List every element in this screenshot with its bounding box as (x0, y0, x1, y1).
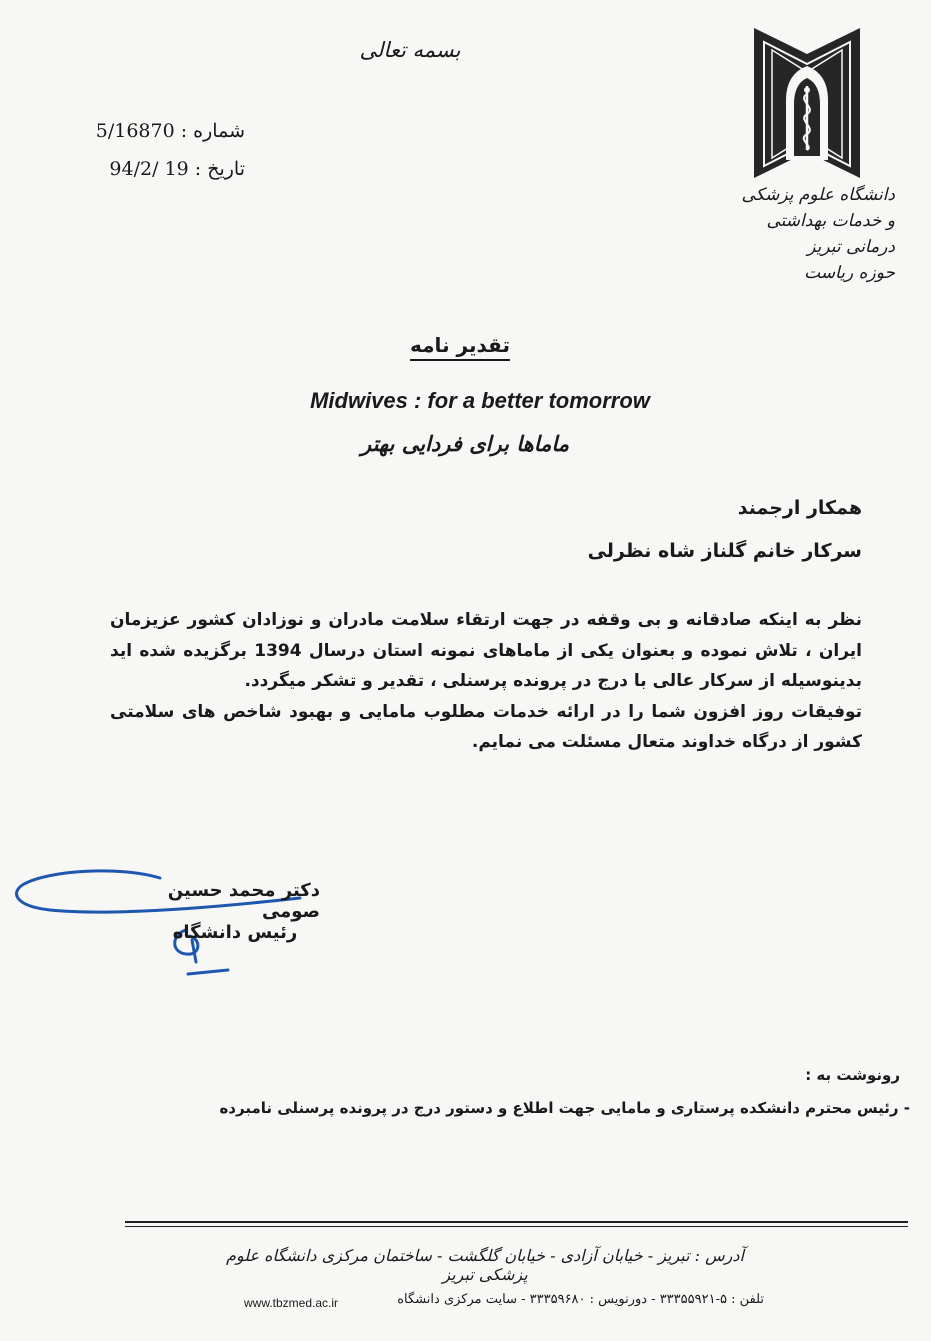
university-name-line: و خدمات بهداشتی درمانی تبریز (766, 211, 895, 257)
university-logo (752, 28, 862, 186)
signatory-title: رئیس دانشگاه (172, 922, 298, 943)
letter-date-label: تاریخ : (194, 158, 245, 180)
body-paragraph: توفیقات روز افزون شما را در ارائه خدمات مطلوب مامایی و بهبود شاخص های سلامتی کشور از درگاه خداوند متعال مسئلت می نمایم. (110, 701, 862, 752)
greeting: همکار ارجمند (737, 497, 862, 519)
letter-body (110, 605, 862, 758)
letter-number-value: 5/16870 (95, 120, 175, 142)
cc-item: - رئیس محترم دانشکده پرستاری و مامایی جهت اطلاع و دستور درج در پرونده پرسنلی نامبرده (219, 1099, 910, 1117)
university-name (735, 182, 895, 286)
motto-english: Midwives : for a better tomorrow (310, 388, 650, 413)
signatory-name: دکتر محمد حسین صومی (167, 880, 320, 922)
letter-title (300, 333, 620, 357)
letter-date-value: 94/2/ 19 (109, 158, 189, 180)
recipient-name: سرکار خانم گلناز شاه نظرلی (587, 540, 862, 562)
footer-website: www.tbzmed.ac.ir (244, 1296, 339, 1310)
footer-divider (125, 1226, 908, 1227)
basmala: بسمه تعالی (359, 38, 461, 62)
letter-title-text: تقدیر نامه (410, 333, 510, 361)
letter-date (70, 158, 245, 180)
cc-label: رونوشت به : (805, 1066, 900, 1084)
body-paragraph: نظر به اینکه صادقانه و بی وقفه در جهت ارتقاء سلامت مادران و نوزادان کشور عزیزمان ایران ، تلاش نموده و بعنوان یکی از ماماهای نمونه استان درسال 1394 برگزیده شده اید بدینوسیله از سرکار عالی با درج در پرونده پرسنلی ، تقدیر و تشکر میگردد. (110, 610, 862, 691)
letter-number-label: شماره : (180, 120, 245, 142)
university-name-line: حوزه ریاست (804, 263, 895, 283)
footer-divider (125, 1221, 908, 1223)
university-name-line: دانشگاه علوم پزشکی (741, 185, 895, 205)
letter-number (70, 120, 245, 142)
footer-contact: تلفن : ۵-۳۳۳۵۵۹۲۱ - دورنویس : ۳۳۳۵۹۶۸۰ - سایت مرکزی دانشگاه (397, 1292, 764, 1307)
footer-address: آدرس : تبریز - خیابان آزادی - خیابان گلگشت - ساختمان مرکزی دانشگاه علوم پزشکی تبریز (226, 1246, 744, 1284)
motto-persian: ماماها برای فردایی بهتر (360, 432, 569, 456)
